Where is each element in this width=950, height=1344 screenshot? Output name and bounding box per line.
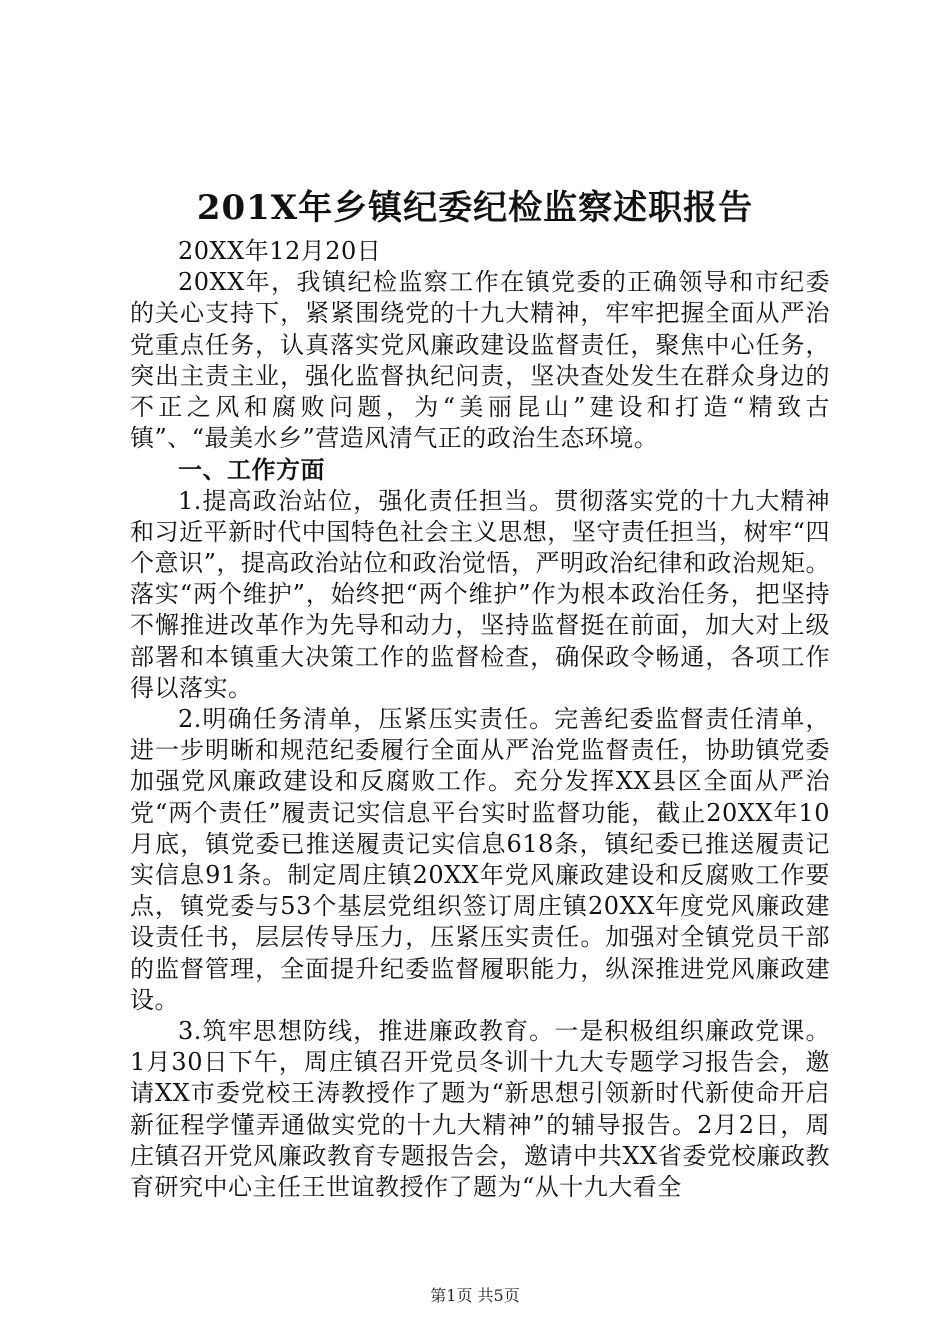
document-title: 201X年乡镇纪委纪检监察述职报告	[196, 188, 754, 228]
document-body	[130, 236, 830, 1203]
section-heading: 一、工作方面	[178, 455, 325, 485]
paragraph-item-2: 2.明确任务清单，压紧压实责任。完善纪委监督责任清单，进一步明晰和规范纪委履行全面从严治党监督责任，协助镇党委加强党风廉政建设和反腐败工作。充分发挥XX县区全面从严治党“两个责任”履责记实信息平台实时监督功能，截止20XX年10月底，镇党委已推送履责记实信息618条，镇纪委已推送履责记实信息91条。制定周庄镇20XX年党风廉政建设和反腐败工作要点，镇党委与53个基层党组织签订周庄镇20XX年度党风廉政建设责任书，层层传导压力，压紧压实责任。加强对全镇党员干部的监督管理，全面提升纪委监督履职能力，纵深推进党风廉政建设。	[130, 705, 830, 1014]
intro-paragraph: 20XX年，我镇纪检监察工作在镇党委的正确领导和市纪委的关心支持下，紧紧围绕党的十九大精神，牢牢把握全面从严治党重点任务，认真落实党风廉政建设监督责任，聚焦中心任务，突出主责主业，强化监督执纪问责，坚决查处发生在群众身边的不正之风和腐败问题，为“美丽昆山”建设和打造“精致古镇”、“最美水乡”营造风清气正的政治生态环境。	[130, 268, 830, 453]
document-date: 20XX年12月20日	[178, 237, 382, 265]
paragraph-item-3: 3.筑牢思想防线，推进廉政教育。一是积极组织廉政党课。1月30日下午，周庄镇召开党员冬训十九大专题学习报告会，邀请XX市委党校王涛教授作了题为“新思想引领新时代新使命开启新征程学懂弄通做实党的十九大精神”的辅导报告。2月2日，周庄镇召开党风廉政教育专题报告会，邀请中共XX省委党校廉政教育研究中心主任王世谊教授作了题为“从十九大看全	[130, 1017, 830, 1202]
paragraph-item-1: 1.提高政治站位，强化责任担当。贯彻落实党的十九大精神和习近平新时代中国特色社会主义思想，坚守责任担当，树牢“四个意识”，提高政治站位和政治觉悟，严明政治纪律和政治规矩。落实“两个维护”，始终把“两个维护”作为根本政治任务，把坚持不懈推进改革作为先导和动力，坚持监督挺在前面，加大对上级部署和本镇重大决策工作的监督检查，确保政令畅通，各项工作得以落实。	[130, 486, 830, 702]
page-footer: 第1页 共5页	[430, 1286, 520, 1305]
